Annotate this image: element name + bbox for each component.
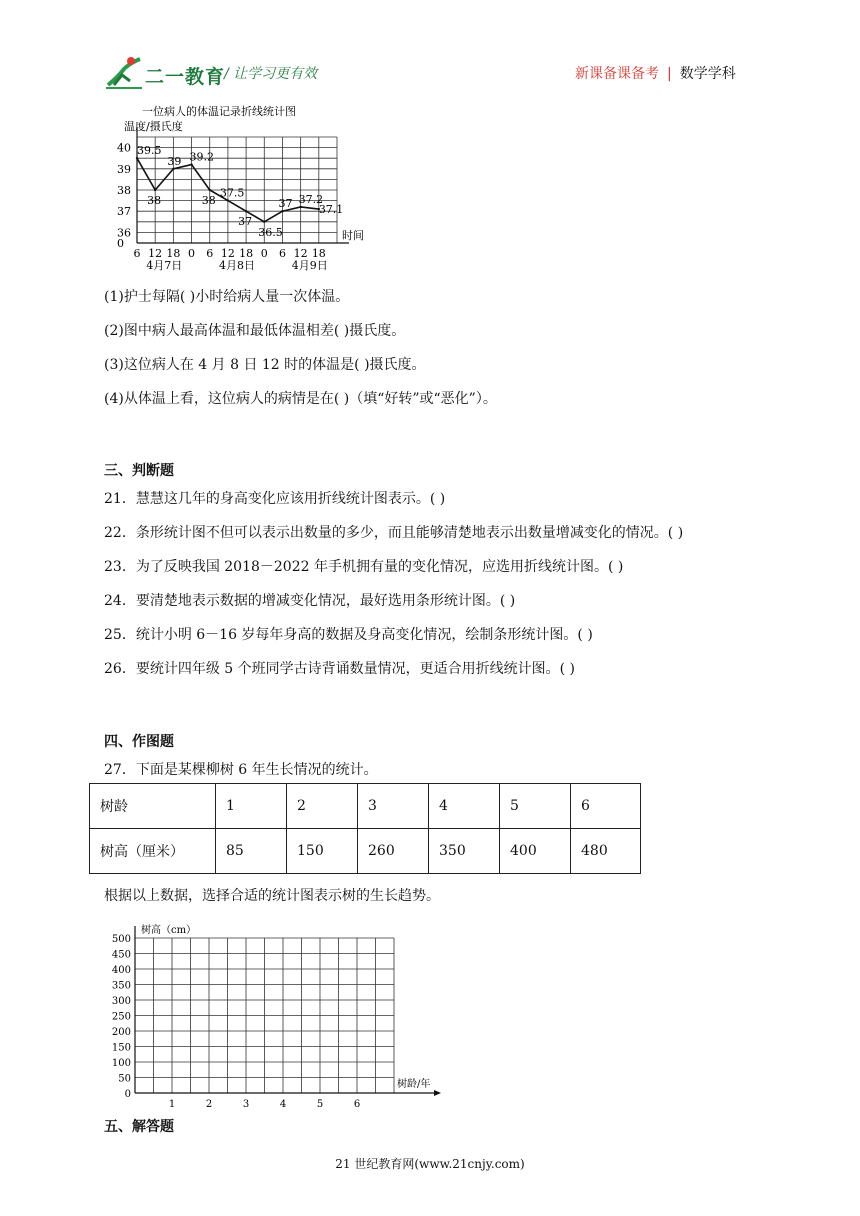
y-tick-label: 40 <box>117 141 131 155</box>
y-tick-label: 0 <box>117 237 124 250</box>
logo-text: 二一教育 <box>145 66 226 88</box>
x-tick-label: 6 <box>133 247 141 260</box>
x-tick-label: 12 <box>148 247 163 260</box>
table-cell: 6 <box>571 784 641 829</box>
table-cell: 树高（厘米） <box>90 829 216 874</box>
judge-item-26: 26．要统计四年级 5 个班同学古诗背诵数量情况，更适合用折线统计图。( ) <box>104 661 575 677</box>
x-tick-label: 4 <box>279 1099 287 1110</box>
x-tick-label: 18 <box>239 247 254 260</box>
table-cell: 树龄 <box>90 784 216 829</box>
x-tick-label: 5 <box>316 1099 324 1110</box>
y-tick-label: 250 <box>111 1011 131 1023</box>
data-point <box>172 168 174 170</box>
data-point <box>190 163 192 165</box>
judge-item-25: 25．统计小明 6－16 岁每年身高的数据及身高变化情况，绘制条形统计图。( ) <box>104 627 593 643</box>
data-point <box>263 221 265 223</box>
judge-item-21: 21．慧慧这几年的身高变化应该用折线统计图表示。( ) <box>104 491 446 507</box>
x-tick-label: 0 <box>188 247 196 260</box>
data-label: 37 <box>278 197 293 211</box>
x-tick-label: 2 <box>205 1099 213 1110</box>
x-tick-label: 18 <box>166 247 181 260</box>
data-label: 37.1 <box>318 203 344 217</box>
y-tick-label: 50 <box>118 1073 131 1085</box>
tree-growth-table <box>89 783 641 874</box>
table-cell: 2 <box>287 784 358 829</box>
x-tick-label: 12 <box>220 247 235 260</box>
y-tick-label: 0 <box>124 1089 131 1100</box>
table-cell: 4 <box>429 784 500 829</box>
data-label: 39.5 <box>137 144 162 158</box>
chart-title: 一位病人的体温记录折线统计图 <box>142 105 296 118</box>
question-2: (2)图中病人最高体温和最低体温相差( )摄氏度。 <box>104 323 406 339</box>
data-point <box>209 189 211 191</box>
y-tick-label: 39 <box>117 162 131 176</box>
y-tick-label: 200 <box>111 1027 131 1038</box>
table-cell: 3 <box>358 784 429 829</box>
judge-item-23: 23．为了反映我国 2018－2022 年手机拥有量的变化情况，应选用折线统计图。( ) <box>104 559 624 575</box>
data-point <box>299 206 301 208</box>
x-tick-label: 1 <box>168 1099 176 1110</box>
x-axis-label: 树龄/年 <box>397 1079 431 1090</box>
question-27: 27．下面是某棵柳树 6 年生长情况的统计。 <box>104 762 378 778</box>
y-axis-label: 温度/摄氏度 <box>124 120 183 133</box>
section-5-title: 五、解答题 <box>104 1119 174 1135</box>
section-3-title: 三、判断题 <box>104 463 174 479</box>
data-label: 39 <box>167 154 182 168</box>
y-tick-label: 450 <box>111 949 131 961</box>
x-axis-arrow-icon <box>434 1090 441 1096</box>
data-label: 39.2 <box>189 150 215 164</box>
table-cell: 85 <box>216 829 287 874</box>
data-point <box>227 199 229 201</box>
x-tick-label: 6 <box>206 247 214 260</box>
y-tick-label: 150 <box>111 1042 131 1054</box>
header-subject-a: 新课备课备考 <box>575 66 659 82</box>
data-point <box>281 210 283 212</box>
x-tick-label: 0 <box>260 247 268 260</box>
slogan: / 让学习更有效 <box>224 66 318 82</box>
x-axis-label: 时间 <box>342 229 364 242</box>
page-header <box>0 0 860 100</box>
y-tick-label: 100 <box>111 1058 131 1069</box>
data-label: 38 <box>147 194 162 207</box>
table-row <box>90 829 641 874</box>
y-tick-label: 400 <box>111 965 131 976</box>
data-label: 37 <box>238 215 253 229</box>
tree-height-grid-chart <box>100 918 450 1110</box>
data-point <box>154 189 156 191</box>
section-4-title: 四、作图题 <box>104 734 174 750</box>
y-tick-label: 36 <box>117 226 131 240</box>
header-right <box>575 63 736 83</box>
y-axis-label: 树高（cm） <box>141 925 197 936</box>
data-point <box>245 210 247 212</box>
judge-item-22: 22．条形统计图不但可以表示出数量的多少，而且能够清楚地表示出数量增减变化的情况。( ) <box>104 525 684 541</box>
table-cell: 5 <box>500 784 571 829</box>
table-cell: 480 <box>571 829 641 874</box>
data-label: 37.2 <box>298 192 324 206</box>
header-separator: | <box>667 66 672 82</box>
x-tick-label: 12 <box>293 247 308 260</box>
question-3: (3)这位病人在 4 月 8 日 12 时的体温是( )摄氏度。 <box>104 357 426 373</box>
data-point <box>136 157 138 159</box>
date-group-label: 4月8日 <box>219 259 255 272</box>
page-footer: 21 世纪教育网(www.21cnjy.com) <box>335 1157 525 1171</box>
date-group-label: 4月7日 <box>146 259 183 272</box>
table-cell: 350 <box>429 829 500 874</box>
date-group-label: 4月9日 <box>291 259 328 272</box>
question-1: (1)护士每隔( )小时给病人量一次体温。 <box>104 289 350 305</box>
x-tick-label: 6 <box>353 1099 361 1110</box>
table-cell: 260 <box>358 829 429 874</box>
y-tick-label: 37 <box>117 205 131 219</box>
y-tick-label: 300 <box>111 996 131 1007</box>
table-cell: 1 <box>216 784 287 829</box>
data-label: 36.5 <box>258 225 283 239</box>
table-cell: 400 <box>500 829 571 874</box>
data-label: 38 <box>201 194 216 207</box>
x-tick-label: 6 <box>278 247 286 260</box>
x-tick-label: 3 <box>242 1099 250 1110</box>
data-label: 37.5 <box>219 186 245 200</box>
question-4: (4)从体温上看，这位病人的病情是在( )（填“好转”或“恶化”）。 <box>104 391 497 407</box>
judge-item-24: 24．要清楚地表示数据的增减变化情况，最好选用条形统计图。( ) <box>104 593 516 609</box>
x-tick-label: 18 <box>311 247 326 260</box>
table-row <box>90 784 641 829</box>
y-tick-label: 350 <box>111 980 131 992</box>
y-tick-label: 500 <box>111 934 131 945</box>
instruction-text: 根据以上数据，选择合适的统计图表示树的生长趋势。 <box>104 888 440 904</box>
table-cell: 150 <box>287 829 358 874</box>
temperature-chart <box>100 100 380 275</box>
header-subject-b: 数学学科 <box>679 66 736 82</box>
runner-logo-icon <box>104 55 144 89</box>
y-tick-label: 38 <box>117 184 131 197</box>
